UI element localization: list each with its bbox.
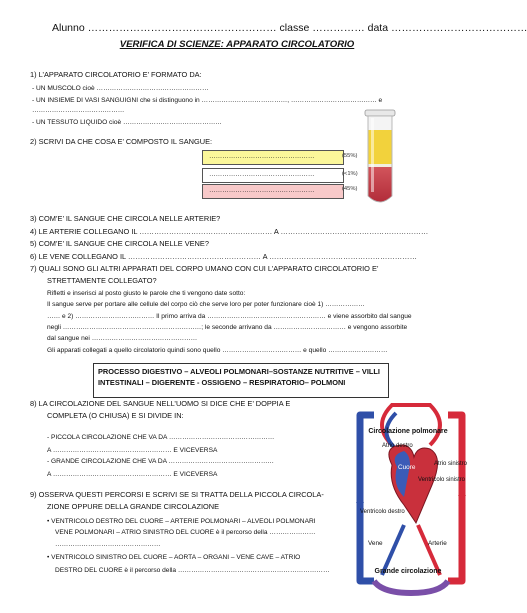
- q1-item-vessels-cont: ……………………………………: [32, 107, 125, 114]
- page-title: VERIFICA DI SCIENZE: APPARATO CIRCOLATORIO: [119, 39, 355, 50]
- q7-paragraph-1: Il sangue serve per portare alle cellule del corpo ciò che serve loro per poter funzionare cioè 1) ………………: [47, 301, 365, 308]
- question-1: 1) L’APPARATO CIRCOLATORIO E’ FORMATO DA:: [30, 70, 202, 79]
- platelets-answer-field[interactable]: …………………………………………: [202, 168, 344, 183]
- circulation-diagram: [352, 385, 470, 603]
- platelets-percent: (<1%): [342, 171, 358, 177]
- red-cells-percent: (45%): [342, 186, 358, 192]
- q1-item-tissue: - UN TESSUTO LIQUIDO cioè ………………………………………: [32, 119, 222, 126]
- question-9-cont: ZIONE OPPURE DELLA GRANDE CIRCOLAZIONE: [47, 502, 220, 511]
- label-veins: Vene: [368, 540, 383, 547]
- q7-instruction: Rifletti e inserisci al posto giusto le parole che ti vengono date sotto:: [47, 290, 246, 297]
- q8-large-circulation-to: A ……………………………………………… E VICEVERSA: [47, 471, 218, 478]
- q8-small-circulation: - PICCOLA CIRCOLAZIONE CHE VA DA …………………………………………: [47, 434, 275, 441]
- q9-path-2-cont: DESTRO DEL CUORE è il percorso della ……………………………………………………………: [55, 567, 330, 574]
- q7-paragraph-4: dal sangue nei …………………………………………: [47, 335, 198, 342]
- q9-path-1: • VENTRICOLO DESTRO DEL CUORE – ARTERIE POLMONARI – ALVEOLI POLMONARI: [47, 518, 316, 525]
- label-systemic-circulation: Grande circolazione: [374, 568, 442, 575]
- plasma-percent: (55%): [342, 153, 358, 159]
- label-arteries: Arterie: [428, 540, 447, 547]
- q9-path-2: • VENTRICOLO SINISTRO DEL CUORE – AORTA – ORGANI – VENE CAVE – ATRIO: [47, 554, 301, 561]
- label-heart: Cuore: [398, 464, 416, 471]
- q7-paragraph-5: Gli apparati collegati a quello circolatorio quindi sono quello ……………………………… e quello ………………………: [47, 347, 388, 354]
- question-4: 4) LE ARTERIE COLLEGANO IL ……………………………………………… A ……………………………………………………: [30, 227, 429, 236]
- label-pulmonary-circulation: Circolazione polmonare: [368, 428, 448, 435]
- q9-path-1-answer: …………………………………………: [55, 541, 161, 548]
- q8-large-circulation: - GRANDE CIRCOLAZIONE CHE VA DA …………………………………………: [47, 458, 275, 465]
- q1-item-vessels: - UN INSIEME DI VASI SANGUIGNI che si distinguono in …………………………………, ………………………………… e: [32, 97, 383, 104]
- q7-paragraph-2: …… e 2) ……………………………… Il primo arriva da ……………………………………………… e viene assorbito dal sangue: [47, 313, 412, 320]
- label-left-ventricle: Ventricolo sinistro: [418, 477, 466, 483]
- question-5: 5) COM’E’ IL SANGUE CHE CIRCOLA NELLE VENE?: [30, 239, 209, 248]
- question-8: 8) LA CIRCOLAZIONE DEL SANGUE NELL’UOMO SI DICE CHE E’ DOPPIA E: [30, 399, 291, 408]
- word-bank: PROCESSO DIGESTIVO – ALVEOLI POLMONARI–SOSTANZE NUTRITIVE – VILLI INTESTINALI – DIGERENTE - OSSIGENO – RESPIRATORIO– POLMONI: [93, 363, 389, 398]
- test-tube-illustration: [355, 108, 405, 212]
- q7-paragraph-3: negli ………………………………………………………; le seconde arrivano da …………………………… e vengono assorbite: [47, 324, 408, 331]
- plasma-answer-field[interactable]: …………………………………………: [202, 150, 344, 165]
- red-cells-answer-field[interactable]: …………………………………………: [202, 184, 344, 199]
- q9-path-1-cont: VENE POLMONARI – ATRIO SINISTRO DEL CUORE è il percorso della …………………: [55, 529, 316, 536]
- question-7-cont: STRETTAMENTE COLLEGATO?: [47, 276, 157, 285]
- label-right-ventricle: Ventricolo destro: [360, 509, 405, 515]
- question-7: 7) QUALI SONO GLI ALTRI APPARATI DEL CORPO UMANO CON CUI L’APPARATO CIRCOLATORIO E’: [30, 264, 379, 273]
- question-6: 6) LE VENE COLLEGANO IL ……………………………………………… A ……………………………………………………: [30, 252, 417, 261]
- question-2: 2) SCRIVI DA CHE COSA E’ COMPOSTO IL SANGUE:: [30, 137, 213, 146]
- question-8-cont: COMPLETA (O CHIUSA) E SI DIVIDE IN:: [47, 411, 184, 420]
- label-right-atrium: Atrio destro: [382, 443, 413, 449]
- label-left-atrium: Atrio sinistro: [434, 461, 468, 467]
- q8-small-circulation-to: A ……………………………………………… E VICEVERSA: [47, 447, 218, 454]
- question-9: 9) OSSERVA QUESTI PERCORSI E SCRIVI SE SI TRATTA DELLA PICCOLA CIRCOLA-: [30, 490, 324, 499]
- q1-item-muscle: - UN MUSCOLO cioè ……………………………………………: [32, 85, 209, 92]
- question-3: 3) COM’E’ IL SANGUE CHE CIRCOLA NELLE ARTERIE?: [30, 214, 221, 223]
- student-header: Alunno ……………………………………………… classe …………… data …………………………………: [52, 22, 527, 34]
